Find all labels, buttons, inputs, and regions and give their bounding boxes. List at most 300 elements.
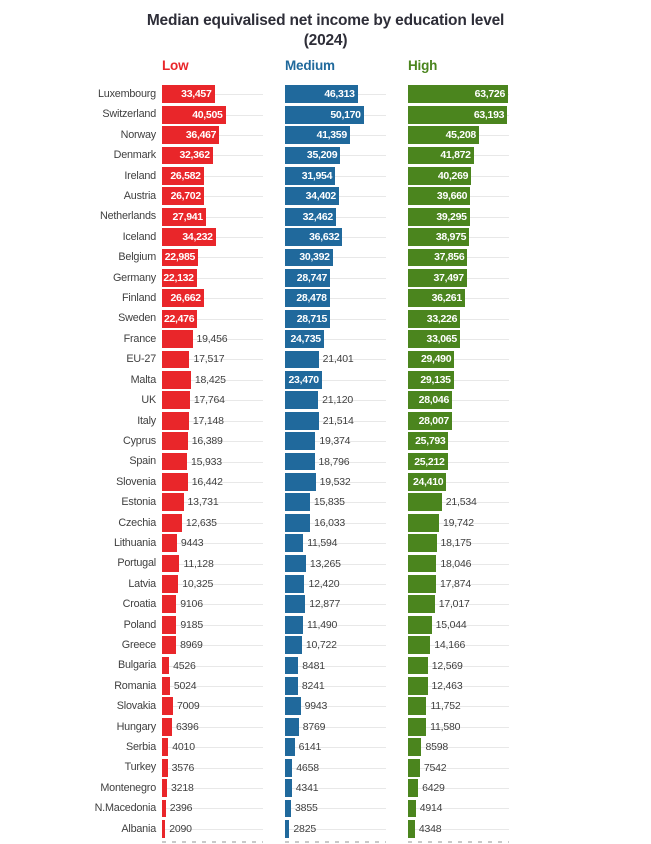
bar-medium [285, 677, 298, 695]
bar-medium [285, 514, 310, 532]
panel-low [162, 84, 285, 104]
panel-low [162, 492, 285, 512]
bar-low [162, 575, 178, 593]
value-label: 63,193 [473, 108, 505, 121]
panel-high [408, 737, 531, 757]
bar-medium [285, 147, 340, 165]
value-label: 15,044 [435, 618, 467, 631]
value-label: 6141 [298, 741, 322, 754]
value-label: 63,726 [474, 88, 505, 101]
series-header-high: High [408, 58, 438, 73]
panel-low [162, 798, 285, 818]
bar-high [408, 208, 470, 226]
value-label: 41,872 [440, 149, 471, 162]
bar-high [408, 779, 418, 797]
bar-row [0, 676, 651, 696]
bar-medium [285, 432, 315, 450]
bar-medium [285, 657, 298, 675]
bar-low [162, 555, 179, 573]
bar-medium [285, 493, 310, 511]
value-label: 25,212 [414, 455, 445, 468]
bar-medium [285, 330, 324, 348]
panel-high [408, 798, 531, 818]
bar-row [0, 104, 651, 124]
value-label: 26,662 [170, 292, 201, 305]
bar-low [162, 208, 206, 226]
panel-low [162, 186, 285, 206]
bar-row [0, 349, 651, 369]
value-label: 19,374 [319, 435, 351, 448]
panel-medium [285, 676, 408, 696]
panel-low [162, 819, 285, 839]
panel-low [162, 268, 285, 288]
country-label: Finland [121, 292, 156, 305]
country-label: Montenegro [100, 781, 156, 794]
gridline [162, 625, 263, 626]
panel-high [408, 227, 531, 247]
panel-low [162, 206, 285, 226]
panel-high [408, 349, 531, 369]
bar-row [0, 411, 651, 431]
bar-medium [285, 800, 291, 818]
value-label: 14,166 [434, 639, 466, 652]
bar-low [162, 759, 168, 777]
value-label: 15,933 [191, 455, 222, 468]
panel-high [408, 288, 531, 308]
value-label: 31,954 [301, 169, 333, 182]
bar-row [0, 247, 651, 267]
panel-high [408, 451, 531, 471]
panel-low [162, 513, 285, 533]
bar-row [0, 615, 651, 635]
panel-medium [285, 635, 408, 655]
panel-medium [285, 104, 408, 124]
country-label: Belgium [118, 251, 156, 264]
country-label: France [123, 332, 156, 345]
bar-low [162, 453, 187, 471]
bar-low [162, 718, 172, 736]
country-label: Czechia [118, 516, 156, 529]
bar-row [0, 308, 651, 328]
panel-low [162, 472, 285, 492]
bar-row [0, 655, 651, 675]
bar-high [408, 575, 436, 593]
value-label: 17,017 [438, 598, 470, 611]
bar-medium [285, 820, 289, 838]
panel-medium [285, 288, 408, 308]
value-label: 22,132 [163, 271, 194, 284]
bar-low [162, 310, 197, 328]
bar-medium [285, 85, 358, 103]
bar-medium [285, 126, 350, 144]
country-label: Albania [121, 822, 156, 835]
panel-low [162, 553, 285, 573]
bar-row [0, 166, 651, 186]
panel-medium [285, 615, 408, 635]
country-label: Malta [130, 373, 156, 386]
panel-low [162, 125, 285, 145]
panel-low [162, 288, 285, 308]
bar-high [408, 269, 467, 287]
panel-high [408, 329, 531, 349]
panel-medium [285, 84, 408, 104]
value-label: 3576 [171, 761, 195, 774]
bar-high [408, 453, 448, 471]
value-label: 36,467 [185, 129, 217, 142]
bar-high [408, 759, 420, 777]
country-label: Croatia [122, 598, 156, 611]
bar-low [162, 514, 182, 532]
bar-row [0, 84, 651, 104]
value-label: 2396 [169, 802, 193, 815]
value-label: 40,505 [192, 108, 223, 121]
value-label: 3218 [171, 782, 194, 795]
bar-row [0, 513, 651, 533]
bar-high [408, 147, 474, 165]
panel-low [162, 390, 285, 410]
bar-row [0, 594, 651, 614]
panel-high [408, 655, 531, 675]
bar-low [162, 187, 204, 205]
bar-row [0, 451, 651, 471]
bar-medium [285, 595, 305, 613]
value-label: 12,463 [431, 679, 463, 692]
panel-low [162, 778, 285, 798]
panel-high [408, 247, 531, 267]
bar-medium [285, 391, 318, 409]
panel-medium [285, 166, 408, 186]
panel-high [408, 370, 531, 390]
country-label: Greece [121, 638, 156, 651]
gridline [285, 686, 386, 687]
value-label: 24,735 [290, 333, 321, 346]
value-label: 19,532 [319, 475, 351, 488]
bar-row [0, 268, 651, 288]
panel-medium [285, 553, 408, 573]
panel-medium [285, 349, 408, 369]
bar-high [408, 473, 446, 491]
value-label: 4341 [295, 782, 319, 795]
value-label: 4010 [172, 741, 195, 754]
bar-low [162, 534, 177, 552]
panel-high [408, 513, 531, 533]
value-label: 8769 [302, 720, 326, 733]
value-label: 19,456 [196, 333, 228, 346]
value-label: 32,362 [179, 149, 210, 162]
bar-row [0, 696, 651, 716]
panel-medium [285, 431, 408, 451]
bar-high [408, 555, 436, 573]
panel-high [408, 308, 531, 328]
panel-medium [285, 390, 408, 410]
bar-row [0, 533, 651, 553]
axis-tickstrip-high [408, 841, 509, 843]
panel-medium [285, 227, 408, 247]
bar-high [408, 657, 428, 675]
value-label: 16,442 [191, 475, 223, 488]
rows [0, 84, 651, 839]
panel-high [408, 819, 531, 839]
value-label: 11,580 [430, 720, 461, 733]
panel-low [162, 655, 285, 675]
panel-medium [285, 472, 408, 492]
bar-low [162, 351, 189, 369]
bar-high [408, 85, 508, 103]
panel-low [162, 370, 285, 390]
panel-low [162, 533, 285, 553]
bar-low [162, 697, 173, 715]
bar-low [162, 493, 184, 511]
bar-low [162, 677, 170, 695]
bar-high [408, 412, 452, 430]
panel-high [408, 431, 531, 451]
value-label: 39,295 [436, 210, 467, 223]
value-label: 12,569 [431, 659, 463, 672]
bar-row [0, 227, 651, 247]
panel-low [162, 615, 285, 635]
bar-row [0, 553, 651, 573]
value-label: 9106 [180, 598, 203, 611]
bar-row [0, 717, 651, 737]
bar-row [0, 125, 651, 145]
bar-high [408, 820, 415, 838]
bar-row [0, 757, 651, 777]
bar-row [0, 819, 651, 839]
country-label: EU-27 [126, 353, 156, 366]
bar-low [162, 800, 166, 818]
bar-medium [285, 187, 339, 205]
value-label: 10,325 [182, 577, 214, 590]
bar-low [162, 269, 197, 287]
bar-high [408, 167, 471, 185]
panel-high [408, 472, 531, 492]
panel-low [162, 329, 285, 349]
country-label: Bulgaria [117, 659, 156, 672]
gridline [285, 666, 386, 667]
value-label: 11,752 [430, 700, 461, 713]
value-label: 12,420 [308, 577, 340, 590]
value-label: 30,392 [299, 251, 330, 264]
country-label: Slovakia [116, 700, 156, 713]
panel-high [408, 533, 531, 553]
value-label: 32,462 [302, 210, 333, 223]
panel-high [408, 268, 531, 288]
value-label: 13,731 [187, 496, 219, 509]
value-label: 18,175 [440, 537, 472, 550]
series-headers [0, 57, 651, 75]
gridline [162, 604, 263, 605]
value-label: 7009 [177, 700, 200, 713]
value-label: 36,261 [431, 292, 462, 305]
value-label: 5024 [173, 679, 197, 692]
bar-medium [285, 249, 333, 267]
panel-medium [285, 737, 408, 757]
series-header-medium: Medium [285, 58, 335, 73]
gridline [408, 747, 509, 748]
panel-medium [285, 513, 408, 533]
country-label: Norway [120, 128, 156, 141]
value-label: 33,226 [426, 312, 458, 325]
value-label: 12,877 [309, 598, 341, 611]
bar-medium [285, 106, 364, 124]
panel-low [162, 574, 285, 594]
value-label: 28,046 [418, 394, 449, 407]
bar-low [162, 595, 176, 613]
bar-low [162, 779, 167, 797]
value-label: 9443 [180, 537, 204, 550]
value-label: 17,148 [192, 414, 224, 427]
bar-low [162, 657, 169, 675]
panel-high [408, 186, 531, 206]
country-label: Italy [137, 414, 156, 427]
country-label: Latvia [128, 577, 156, 590]
bar-high [408, 697, 426, 715]
bar-medium [285, 228, 342, 246]
value-label: 6429 [422, 782, 445, 795]
bar-row [0, 329, 651, 349]
country-label: Serbia [125, 741, 156, 753]
panel-low [162, 717, 285, 737]
bar-row [0, 370, 651, 390]
country-label: Austria [123, 190, 156, 203]
country-label: Cyprus [123, 434, 156, 447]
value-label: 33,457 [181, 88, 212, 101]
bar-medium [285, 555, 306, 573]
value-label: 10,722 [305, 639, 337, 652]
value-label: 2825 [293, 822, 316, 835]
value-label: 18,425 [194, 373, 226, 386]
panel-high [408, 206, 531, 226]
bar-high [408, 391, 452, 409]
bar-medium [285, 412, 319, 430]
bar-medium [285, 636, 302, 654]
country-label: Portugal [117, 557, 156, 570]
bar-high [408, 800, 416, 818]
panel-medium [285, 696, 408, 716]
bar-high [408, 126, 479, 144]
bar-medium [285, 371, 322, 389]
country-label: Romania [114, 679, 156, 692]
panel-low [162, 676, 285, 696]
bar-medium [285, 310, 330, 328]
bar-low [162, 167, 204, 185]
bar-row [0, 145, 651, 165]
panel-low [162, 757, 285, 777]
value-label: 4658 [296, 761, 319, 774]
country-label: Slovenia [116, 475, 156, 488]
country-label: Sweden [118, 312, 156, 325]
bar-low [162, 391, 190, 409]
panel-medium [285, 594, 408, 614]
bar-row [0, 737, 651, 757]
country-label: Netherlands [99, 210, 156, 223]
panel-low [162, 696, 285, 716]
value-label: 26,702 [170, 190, 201, 203]
panel-high [408, 125, 531, 145]
panel-medium [285, 411, 408, 431]
value-label: 37,856 [434, 251, 465, 264]
series-header-low: Low [162, 58, 189, 73]
bar-low [162, 412, 189, 430]
value-label: 41,359 [316, 129, 347, 142]
value-label: 34,232 [182, 231, 213, 244]
value-label: 22,476 [163, 312, 195, 325]
bar-medium [285, 575, 304, 593]
bar-medium [285, 534, 303, 552]
value-label: 4526 [173, 659, 196, 672]
chart-title-line1: Median equivalised net income by education level [146, 12, 505, 29]
bar-low [162, 126, 219, 144]
bar-low [162, 249, 198, 267]
panel-high [408, 553, 531, 573]
value-label: 8481 [302, 659, 325, 672]
panel-medium [285, 492, 408, 512]
bar-high [408, 514, 439, 532]
value-label: 21,120 [322, 394, 354, 407]
value-label: 29,135 [420, 373, 451, 386]
panel-low [162, 737, 285, 757]
value-label: 46,313 [324, 88, 355, 101]
country-label: Turkey [124, 761, 156, 774]
panel-high [408, 778, 531, 798]
value-label: 40,269 [437, 169, 469, 182]
panel-high [408, 574, 531, 594]
value-label: 28,007 [418, 414, 449, 427]
value-label: 21,534 [445, 496, 477, 509]
bar-low [162, 738, 168, 756]
bar-row [0, 635, 651, 655]
value-label: 21,514 [322, 414, 354, 427]
panel-medium [285, 757, 408, 777]
bar-high [408, 330, 460, 348]
value-label: 27,941 [172, 210, 203, 223]
panel-low [162, 349, 285, 369]
bar-medium [285, 779, 292, 797]
panel-high [408, 676, 531, 696]
panel-low [162, 431, 285, 451]
bar-row [0, 186, 651, 206]
bar-medium [285, 208, 336, 226]
bar-high [408, 493, 442, 511]
axis-tickstrip-low [162, 841, 263, 843]
country-label: Germany [112, 271, 156, 284]
value-label: 21,401 [322, 353, 354, 366]
value-label: 33,065 [426, 333, 457, 346]
bar-high [408, 534, 437, 552]
bar-high [408, 718, 426, 736]
bar-medium [285, 473, 316, 491]
panel-medium [285, 145, 408, 165]
value-label: 23,470 [288, 373, 319, 386]
panel-medium [285, 186, 408, 206]
bar-high [408, 636, 430, 654]
bar-low [162, 473, 188, 491]
bar-low [162, 330, 193, 348]
panel-high [408, 717, 531, 737]
bar-medium [285, 616, 303, 634]
gridline [162, 543, 263, 544]
bar-row [0, 431, 651, 451]
panel-high [408, 696, 531, 716]
gridline [285, 727, 386, 728]
value-label: 38,975 [435, 231, 467, 244]
value-label: 17,874 [440, 577, 471, 590]
value-label: 8241 [301, 679, 325, 692]
value-label: 4348 [418, 822, 442, 835]
value-label: 18,046 [440, 557, 472, 570]
bar-high [408, 289, 465, 307]
panel-low [162, 411, 285, 431]
